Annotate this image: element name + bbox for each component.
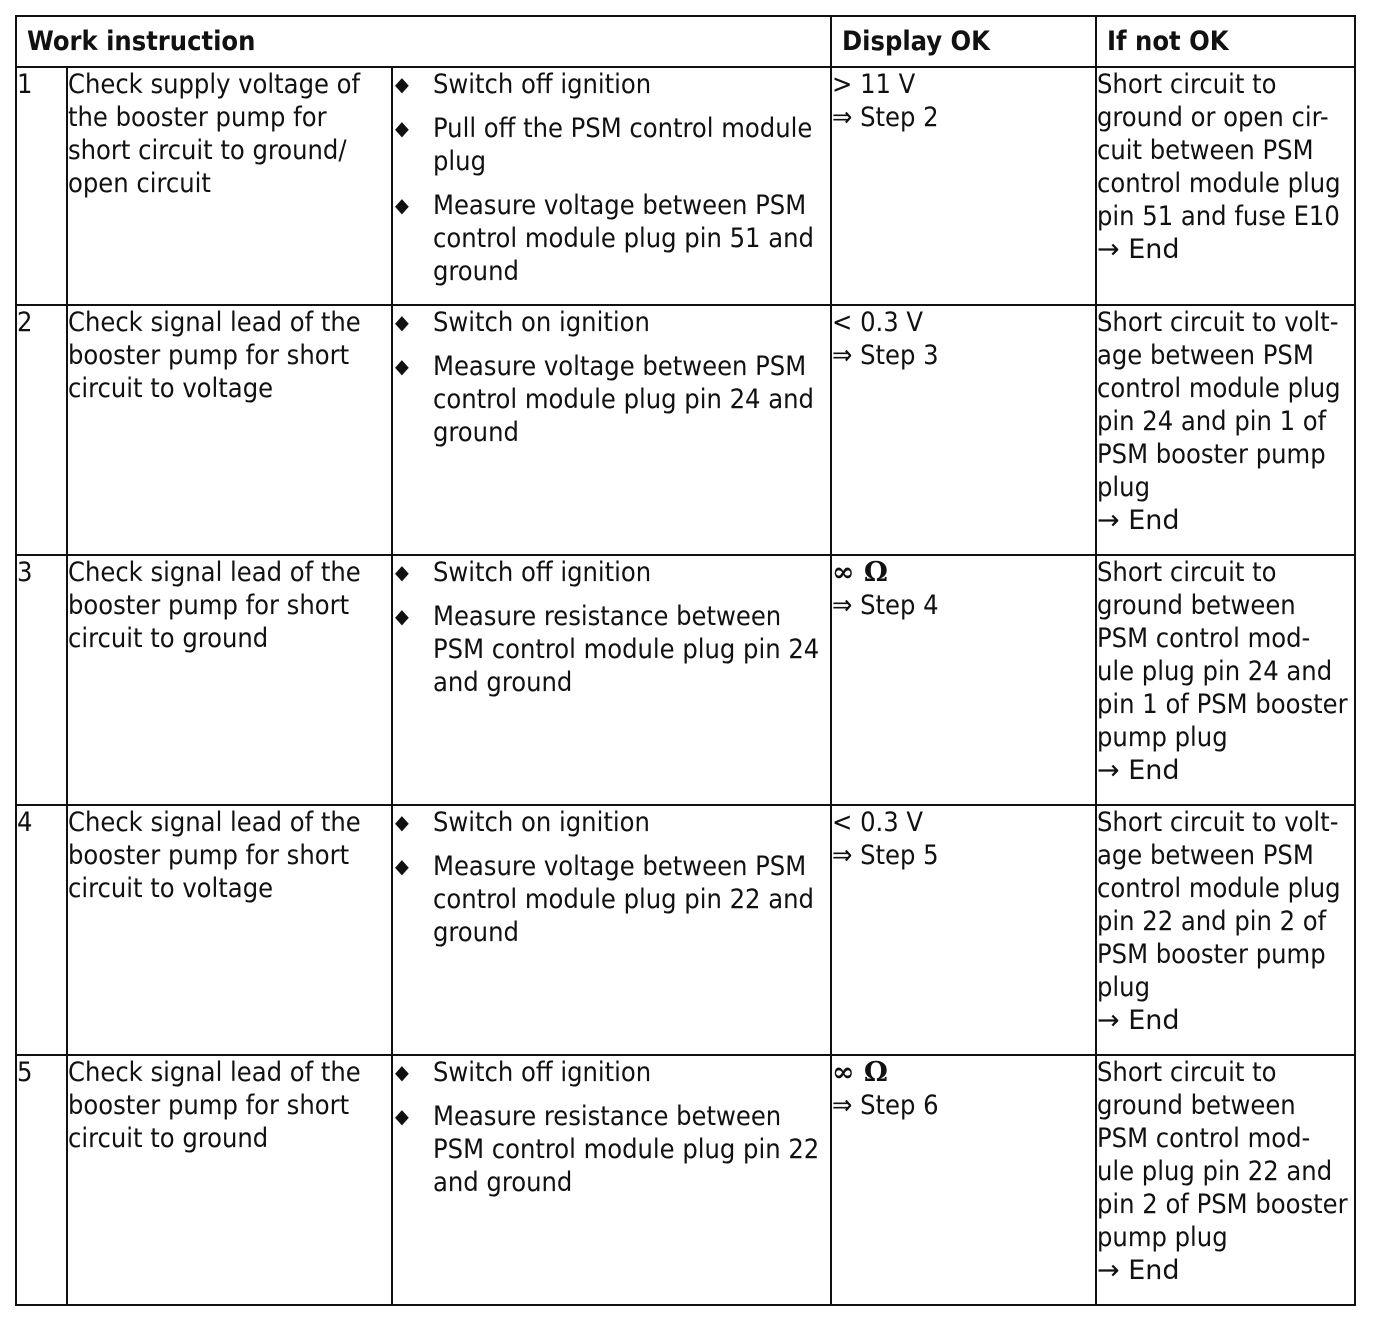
list-item xyxy=(393,806,830,839)
step-actions xyxy=(392,1055,831,1305)
if-not-ok-cell xyxy=(1096,305,1355,555)
step-actions xyxy=(392,555,831,805)
display-ok-cell xyxy=(831,555,1096,805)
action-text: Measure voltage between PSM control module plug pin 22 and ground xyxy=(433,851,814,948)
not-ok-text: Short circuit to ground or open cir- cuit between PSM control module plug pin 51 and fuse E10 xyxy=(1097,69,1341,232)
display-ok-cell xyxy=(831,67,1096,305)
diamond-bullet-icon: ◆ xyxy=(395,116,409,140)
not-ok-text: Short circuit to volt- age between PSM control module plug pin 22 and pin 2 of PSM booster pump plug xyxy=(1097,807,1341,1003)
list-item xyxy=(393,600,830,699)
ok-value: > 11 V xyxy=(832,69,916,100)
display-ok-cell xyxy=(831,1055,1096,1305)
step-title: Check signal lead of the booster pump for short circuit to voltage xyxy=(67,305,392,555)
step-number: 3 xyxy=(16,555,67,805)
action-text: Switch off ignition xyxy=(433,1057,652,1088)
if-not-ok-cell xyxy=(1096,555,1355,805)
display-ok-cell xyxy=(831,305,1096,555)
diamond-bullet-icon: ◆ xyxy=(395,604,409,628)
action-text: Measure voltage between PSM control module plug pin 24 and ground xyxy=(433,351,814,448)
step-actions xyxy=(392,805,831,1055)
diamond-bullet-icon: ◆ xyxy=(395,193,409,217)
list-item xyxy=(393,1056,830,1089)
action-text: Measure resistance between PSM control module plug pin 22 and ground xyxy=(433,1101,820,1198)
list-item xyxy=(393,1100,830,1199)
step-number: 4 xyxy=(16,805,67,1055)
not-ok-end: → End xyxy=(1097,1005,1180,1036)
step-actions xyxy=(392,67,831,305)
diamond-bullet-icon: ◆ xyxy=(395,72,409,96)
table-row xyxy=(16,1055,1355,1305)
not-ok-end: → End xyxy=(1097,1255,1180,1286)
step-number: 5 xyxy=(16,1055,67,1305)
step-number: 1 xyxy=(16,67,67,305)
table-row xyxy=(16,305,1355,555)
if-not-ok-cell xyxy=(1096,805,1355,1055)
diamond-bullet-icon: ◆ xyxy=(395,1104,409,1128)
ok-next-step: ⇒ Step 4 xyxy=(832,590,939,621)
ok-next-step: ⇒ Step 5 xyxy=(832,840,939,871)
diamond-bullet-icon: ◆ xyxy=(395,560,409,584)
action-text: Measure voltage between PSM control module plug pin 51 and ground xyxy=(433,190,814,287)
step-actions xyxy=(392,305,831,555)
not-ok-end: → End xyxy=(1097,505,1180,536)
step-title: Check signal lead of the booster pump for short circuit to voltage xyxy=(67,805,392,1055)
diamond-bullet-icon: ◆ xyxy=(395,354,409,378)
list-item xyxy=(393,850,830,949)
not-ok-end: → End xyxy=(1097,234,1180,265)
ok-next-step: ⇒ Step 6 xyxy=(832,1090,939,1121)
table-row xyxy=(16,67,1355,305)
list-item xyxy=(393,112,830,178)
display-ok-cell xyxy=(831,805,1096,1055)
action-text: Measure resistance between PSM control module plug pin 24 and ground xyxy=(433,601,820,698)
step-title: Check signal lead of the booster pump for short circuit to ground xyxy=(67,1055,392,1305)
diamond-bullet-icon: ◆ xyxy=(395,1060,409,1084)
action-text: Pull off the PSM control module plug xyxy=(433,113,813,177)
list-item xyxy=(393,556,830,589)
not-ok-text: Short circuit to volt- age between PSM control module plug pin 24 and pin 1 of PSM booster pump plug xyxy=(1097,307,1341,503)
header-work-instruction: Work instruction xyxy=(16,16,831,67)
diamond-bullet-icon: ◆ xyxy=(395,310,409,334)
ok-value: ∞ Ω xyxy=(832,1057,888,1088)
action-text: Switch on ignition xyxy=(433,307,650,338)
diamond-bullet-icon: ◆ xyxy=(395,854,409,878)
action-text: Switch off ignition xyxy=(433,557,652,588)
list-item xyxy=(393,68,830,101)
table-row xyxy=(16,555,1355,805)
not-ok-text: Short circuit to ground between PSM control mod- ule plug pin 22 and pin 2 of PSM booster pump plug xyxy=(1097,1057,1348,1253)
header-display-ok: Display OK xyxy=(831,16,1096,67)
ok-next-step: ⇒ Step 2 xyxy=(832,102,939,133)
action-text: Switch on ignition xyxy=(433,807,650,838)
table-header-row xyxy=(16,16,1355,67)
step-title: Check signal lead of the booster pump for short circuit to ground xyxy=(67,555,392,805)
work-instruction-table xyxy=(15,15,1356,1306)
if-not-ok-cell xyxy=(1096,1055,1355,1305)
list-item xyxy=(393,306,830,339)
list-item xyxy=(393,350,830,449)
not-ok-end: → End xyxy=(1097,755,1180,786)
if-not-ok-cell xyxy=(1096,67,1355,305)
list-item xyxy=(393,189,830,288)
step-title: Check supply voltage of the booster pump for short circuit to ground/ open circuit xyxy=(67,67,392,305)
ok-value: < 0.3 V xyxy=(832,307,924,338)
header-if-not-ok: If not OK xyxy=(1096,16,1355,67)
table-row xyxy=(16,805,1355,1055)
not-ok-text: Short circuit to ground between PSM control mod- ule plug pin 24 and pin 1 of PSM booster pump plug xyxy=(1097,557,1348,753)
step-number: 2 xyxy=(16,305,67,555)
diamond-bullet-icon: ◆ xyxy=(395,810,409,834)
action-text: Switch off ignition xyxy=(433,69,652,100)
ok-next-step: ⇒ Step 3 xyxy=(832,340,939,371)
ok-value: < 0.3 V xyxy=(832,807,924,838)
ok-value: ∞ Ω xyxy=(832,557,888,588)
